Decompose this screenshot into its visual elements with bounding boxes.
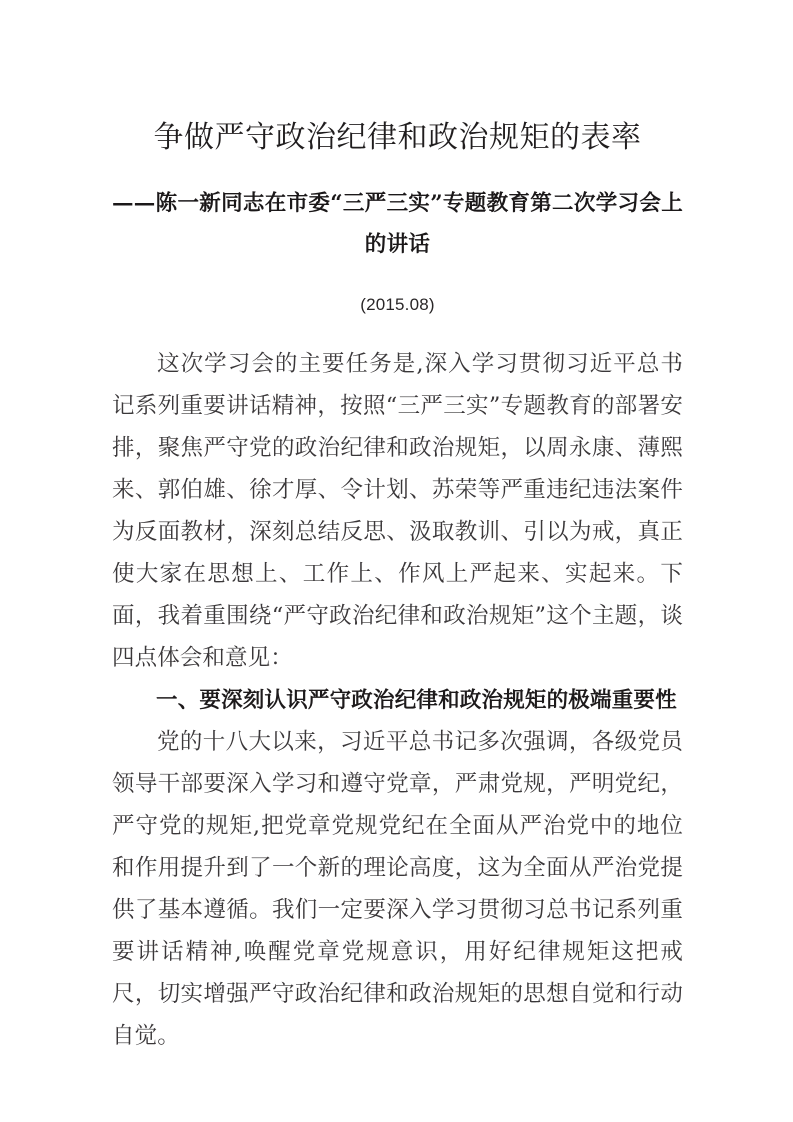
subtitle-line-1: ——陈一新同志在市委“三严三实”专题教育第二次学习会上 xyxy=(112,191,683,216)
paragraph-section-one-body: 党的十八大以来，习近平总书记多次强调，各级党员领导干部要深入学习和遵守党章，严肃党规，严明党纪，严守党的规矩,把党章党规党纪在全面从严治党中的地位和作用提升到了一个新的理论高度，这为全面从严治党提供了基本遵循。我们一定要深入学习贯彻习总书记系列重要讲话精神,唤醒党章党规意识，用好纪律规矩这把戒尺，切实增强严守政治纪律和政治规矩的思想自觉和行动自觉。 xyxy=(112,729,683,1049)
document-body xyxy=(112,317,683,1057)
document-content xyxy=(112,0,683,1057)
document-subtitle xyxy=(112,158,683,265)
document-date: (2015.08) xyxy=(360,295,435,314)
section-heading-one: 一、要深刻认识严守政治纪律和政治规矩的极端重要性 xyxy=(156,688,677,712)
subtitle-line-2: 的讲话 xyxy=(364,232,431,257)
paragraph-intro: 这次学习会的主要任务是,深入学习贯彻习近平总书记系列重要讲话精神，按照“三严三实”专题教育的部署安排，聚焦严守党的政治纪律和政治规矩，以周永康、薄熙来、郭伯雄、徐才厚、令计划、苏荣等严重违纪违法案件为反面教材，深刻总结反思、汲取教训、引以为戒，真正使大家在思想上、工作上、作风上严起来、实起来。下面，我着重围绕“严守政治纪律和政治规矩”这个主题，谈四点体会和意见： xyxy=(112,351,683,671)
page-title: 争做严守政治纪律和政治规矩的表率 xyxy=(153,121,642,154)
